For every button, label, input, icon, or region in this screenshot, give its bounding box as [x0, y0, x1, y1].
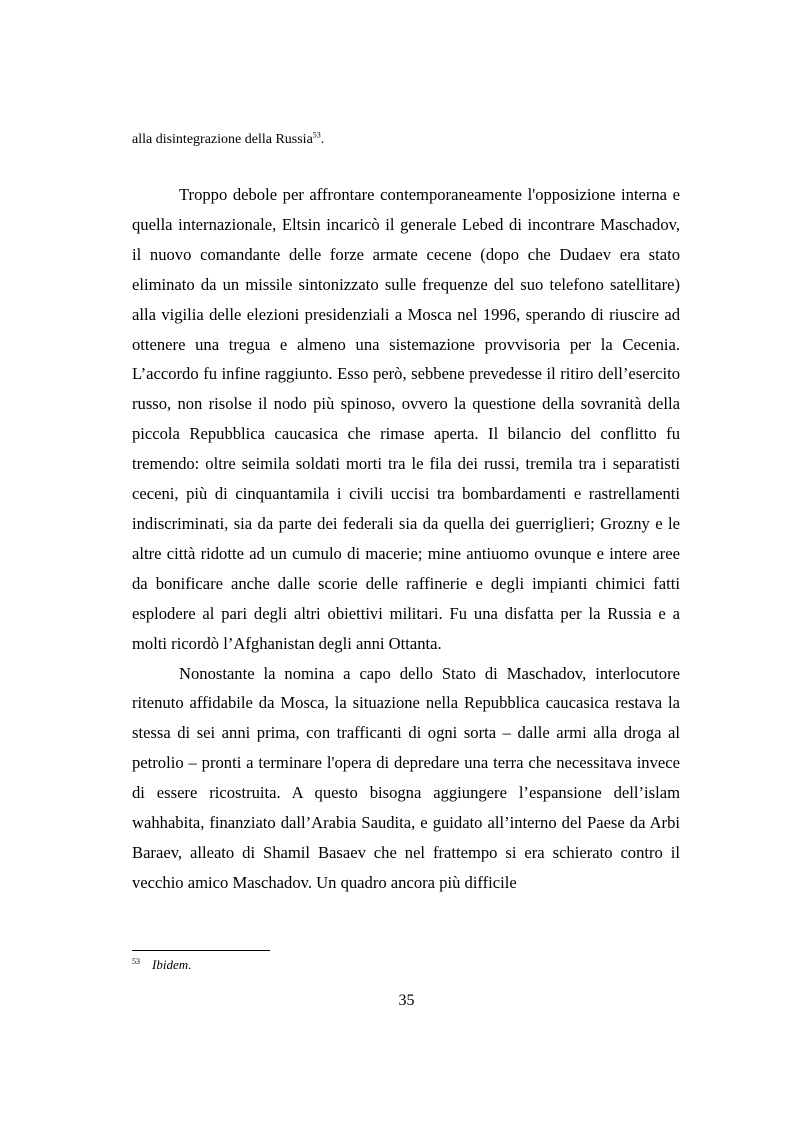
paragraph-1: Troppo debole per affrontare contemporaneamente l'opposizione interna e quella internazionale, Eltsin incaricò il generale Lebed di incontrare Maschadov, il nuovo comandante delle forze armate cecene (dopo che Dudaev era stato eliminato da un missile sintonizzato sulle frequenze del suo telefono satellitare) alla vigilia delle elezioni presidenziali a Mosca nel 1996, sperando di riuscire ad ottenere una tregua e almeno una sistemazione provvisoria per la Cecenia. L’accordo fu infine raggiunto. Esso però, sebbene prevedesse il ritiro dell’esercito russo, non risolse il nodo più spinoso, ovvero la questione della sovranità della piccola Repubblica caucasica che rimase aperta. Il bilancio del conflitto fu tremendo: oltre seimila soldati morti tra le fila dei russi, tremila tra i separatisti ceceni, più di cinquantamila i civili uccisi tra bombardamenti e rastrellamenti indiscriminati, sia da parte dei federali sia da quella dei guerriglieri; Grozny e le altre città ridotte ad un cumulo di macerie; mine antiuomo ovunque e intere aree da bonificare anche dalle scorie delle raffinerie e degli impianti chimici fatti esplodere al pari degli altri obiettivi militari. Fu una disfatta per la Russia e a molti ricordò l’Afghanistan degli anni Ottanta.: [132, 185, 680, 653]
footnote-reference: 53: [312, 130, 321, 140]
footnote: [132, 957, 191, 973]
continuation-end: .: [320, 132, 325, 147]
continuation-text: alla disintegrazione della Russia: [132, 132, 313, 147]
page-number: 35: [398, 992, 415, 1009]
footnote-number: 53: [132, 957, 140, 966]
footnote-separator: [132, 950, 270, 951]
footnote-text: Ibidem: [152, 957, 189, 972]
continuation-line: [132, 130, 680, 150]
paragraph-2: Nonostante la nomina a capo dello Stato di Maschadov, interlocutore ritenuto affidabile da Mosca, la situazione nella Repubblica caucasica restava la stessa di sei anni prima, con trafficanti di ogni sorta – dalle armi alla droga al petrolio – pronti a terminare l'opera di depredare una terra che necessitava invece di essere ricostruita. A questo bisogna aggiungere l’espansione dell’islam wahhabita, finanziato dall’Arabia Saudita, e guidato all’interno del Paese da Arbi Baraev, alleato di Shamil Basaev che nel frattempo si era schierato contro il vecchio amico Maschadov. Un quadro ancora più difficile: [132, 663, 680, 892]
footnote-end: .: [188, 957, 192, 972]
body-text: [132, 180, 680, 898]
